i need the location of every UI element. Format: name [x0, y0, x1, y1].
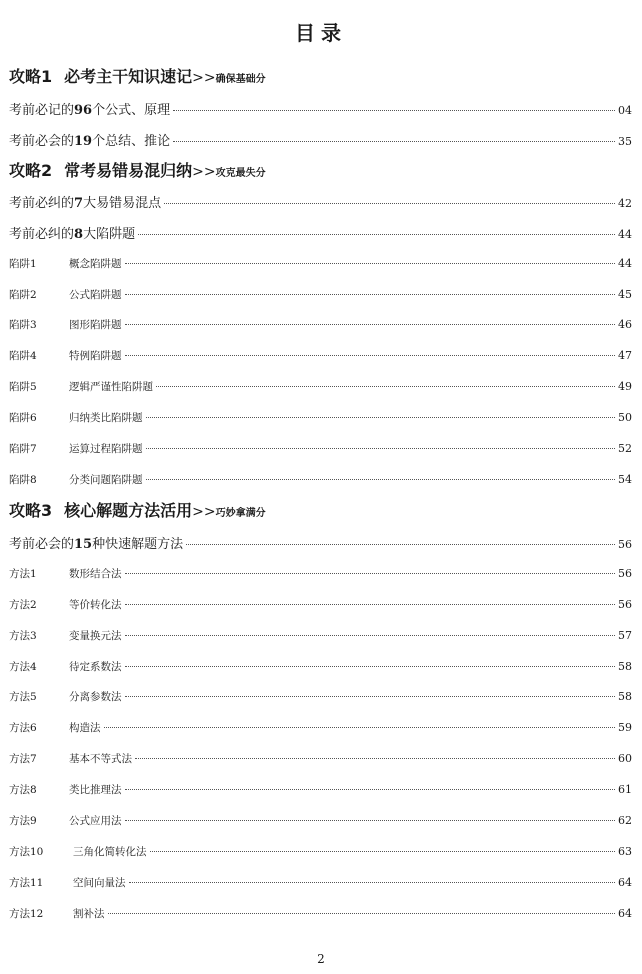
toc-subentry[interactable] — [9, 379, 632, 394]
entry-code: 陷阱4 — [9, 350, 37, 362]
page-ref: 04 — [618, 104, 632, 117]
toc-subentry[interactable] — [9, 441, 632, 456]
entry-title: 归纳类比陷阱题 — [69, 412, 143, 424]
page-ref: 64 — [618, 876, 632, 889]
entry-code: 陷阱5 — [9, 381, 37, 393]
entry-title: 图形陷阱题 — [69, 319, 122, 331]
entry-title: 分类问题陷阱题 — [69, 474, 143, 486]
entry-code: 陷阱6 — [9, 412, 37, 424]
leader-dots — [125, 324, 616, 325]
toc-subentry[interactable] — [9, 659, 632, 674]
page-ref: 63 — [618, 845, 632, 858]
page-ref: 44 — [618, 228, 632, 241]
toc-subentry[interactable] — [9, 813, 632, 828]
entry-suffix: 大易错易混点 — [83, 196, 162, 211]
toc-subentry[interactable] — [9, 720, 632, 735]
toc-entry[interactable] — [9, 192, 632, 211]
entry-title: 公式陷阱题 — [69, 289, 122, 301]
entry-title: 概念陷阱题 — [69, 258, 122, 270]
entry-title: 类比推理法 — [69, 784, 122, 796]
page-ref: 42 — [618, 197, 632, 210]
section-subtitle: 确保基础分 — [215, 74, 266, 85]
leader-dots — [150, 851, 616, 852]
entry-title: 变量换元法 — [69, 630, 122, 642]
section-heading — [9, 498, 632, 520]
entry-title: 三角化简转化法 — [73, 846, 147, 858]
leader-dots — [125, 666, 616, 667]
leader-dots — [164, 203, 615, 204]
page-ref: 50 — [618, 411, 632, 424]
entry-suffix: 个总结、推论 — [92, 134, 171, 149]
entry-prefix: 考前必纠的 — [9, 196, 75, 211]
section-number: 攻略2 — [9, 161, 53, 180]
entry-title: 逻辑严谨性陷阱题 — [69, 381, 153, 393]
leader-dots — [125, 820, 616, 821]
toc-subentry[interactable] — [9, 875, 632, 890]
entry-code: 方法8 — [9, 784, 37, 796]
section-heading — [9, 158, 632, 180]
leader-dots — [125, 696, 616, 697]
toc-entry[interactable] — [9, 533, 632, 552]
page-title: 目录 — [295, 21, 347, 45]
leader-dots — [129, 882, 616, 883]
leader-dots — [156, 386, 615, 387]
entry-title: 待定系数法 — [69, 661, 122, 673]
leader-dots — [125, 604, 616, 605]
leader-dots — [125, 573, 616, 574]
toc-subentry[interactable] — [9, 782, 632, 797]
leader-dots — [108, 913, 616, 914]
toc-subentry[interactable] — [9, 906, 632, 921]
entry-code: 陷阱3 — [9, 319, 37, 331]
entry-title: 等价转化法 — [69, 599, 122, 611]
toc-entry[interactable] — [9, 223, 632, 242]
page-number: 2 — [317, 952, 325, 966]
entry-code: 方法12 — [9, 908, 44, 920]
entry-title: 构造法 — [69, 722, 101, 734]
section-number: 攻略3 — [9, 501, 53, 520]
page-ref: 54 — [618, 473, 632, 486]
page-ref: 58 — [618, 660, 632, 673]
leader-dots — [125, 263, 616, 264]
section-arrows: >> — [192, 504, 216, 520]
entry-count: 15 — [74, 537, 93, 552]
entry-suffix: 种快速解题方法 — [92, 537, 184, 552]
page-ref: 64 — [618, 907, 632, 920]
section-subtitle: 巧妙拿满分 — [215, 508, 266, 519]
toc-subentry[interactable] — [9, 256, 632, 271]
toc-subentry[interactable] — [9, 566, 632, 581]
entry-code: 方法11 — [9, 877, 44, 889]
entry-title: 分离参数法 — [69, 691, 122, 703]
entry-code: 方法5 — [9, 691, 37, 703]
leader-dots — [146, 448, 616, 449]
leader-dots — [173, 110, 615, 111]
entry-count: 7 — [74, 196, 84, 211]
page-ref: 60 — [618, 752, 632, 765]
entry-title: 公式应用法 — [69, 815, 122, 827]
entry-code: 方法10 — [9, 846, 44, 858]
section-arrows: >> — [192, 164, 216, 180]
section-title: 常考易错易混归纳 — [64, 161, 193, 180]
entry-count: 96 — [74, 103, 93, 118]
entry-title: 空间向量法 — [73, 877, 126, 889]
entry-code: 方法7 — [9, 753, 37, 765]
entry-prefix: 考前必纠的 — [9, 227, 75, 242]
page-ref: 46 — [618, 318, 632, 331]
toc-subentry[interactable] — [9, 751, 632, 766]
entry-code: 方法4 — [9, 661, 37, 673]
section-arrows: >> — [192, 70, 216, 86]
leader-dots — [146, 479, 616, 480]
leader-dots — [138, 234, 615, 235]
entry-code: 方法3 — [9, 630, 37, 642]
page-ref: 58 — [618, 690, 632, 703]
entry-code: 方法6 — [9, 722, 37, 734]
page-ref: 61 — [618, 783, 632, 796]
toc-subentry[interactable] — [9, 628, 632, 643]
page-ref: 44 — [618, 257, 632, 270]
section-subtitle: 攻克最失分 — [215, 168, 266, 179]
entry-prefix: 考前必会的 — [9, 537, 75, 552]
entry-count: 8 — [74, 227, 84, 242]
entry-title: 特例陷阱题 — [69, 350, 122, 362]
section-title: 必考主干知识速记 — [64, 67, 193, 86]
section-number: 攻略1 — [9, 67, 53, 86]
toc-entry[interactable] — [9, 130, 632, 149]
page-ref: 45 — [618, 288, 632, 301]
toc-subentry[interactable] — [9, 317, 632, 332]
leader-dots — [173, 141, 615, 142]
leader-dots — [186, 544, 615, 545]
entry-code: 方法1 — [9, 568, 37, 580]
entry-title: 基本不等式法 — [69, 753, 132, 765]
entry-code: 陷阱2 — [9, 289, 37, 301]
toc-subentry[interactable] — [9, 844, 632, 859]
entry-prefix: 考前必会的 — [9, 134, 75, 149]
entry-title: 数形结合法 — [69, 568, 122, 580]
toc-subentry[interactable] — [9, 410, 632, 425]
entry-code: 方法9 — [9, 815, 37, 827]
page-ref: 47 — [618, 349, 632, 362]
entry-code: 陷阱1 — [9, 258, 37, 270]
toc-subentry[interactable] — [9, 597, 632, 612]
entry-suffix: 大陷阱题 — [83, 227, 136, 242]
page-ref: 62 — [618, 814, 632, 827]
leader-dots — [125, 355, 616, 356]
leader-dots — [135, 758, 615, 759]
page-ref: 57 — [618, 629, 632, 642]
leader-dots — [125, 789, 616, 790]
toc-subentry[interactable] — [9, 287, 632, 302]
entry-code: 方法2 — [9, 599, 37, 611]
section-heading — [9, 64, 632, 86]
page-ref: 56 — [618, 567, 632, 580]
page-ref: 56 — [618, 538, 632, 551]
leader-dots — [125, 294, 616, 295]
page-ref: 59 — [618, 721, 632, 734]
toc-entry[interactable] — [9, 99, 632, 118]
entry-count: 19 — [74, 134, 93, 149]
entry-code: 陷阱8 — [9, 474, 37, 486]
leader-dots — [146, 417, 616, 418]
entry-suffix: 个公式、原理 — [92, 103, 171, 118]
entry-title: 运算过程陷阱题 — [69, 443, 143, 455]
page-ref: 35 — [618, 135, 632, 148]
leader-dots — [104, 727, 616, 728]
entry-title: 割补法 — [73, 908, 105, 920]
entry-prefix: 考前必记的 — [9, 103, 75, 118]
page-ref: 52 — [618, 442, 632, 455]
entry-code: 陷阱7 — [9, 443, 37, 455]
toc-subentry[interactable] — [9, 689, 632, 704]
section-title: 核心解题方法活用 — [64, 501, 193, 520]
page-ref: 56 — [618, 598, 632, 611]
toc-subentry[interactable] — [9, 348, 632, 363]
leader-dots — [125, 635, 616, 636]
page-ref: 49 — [618, 380, 632, 393]
toc-subentry[interactable] — [9, 472, 632, 487]
